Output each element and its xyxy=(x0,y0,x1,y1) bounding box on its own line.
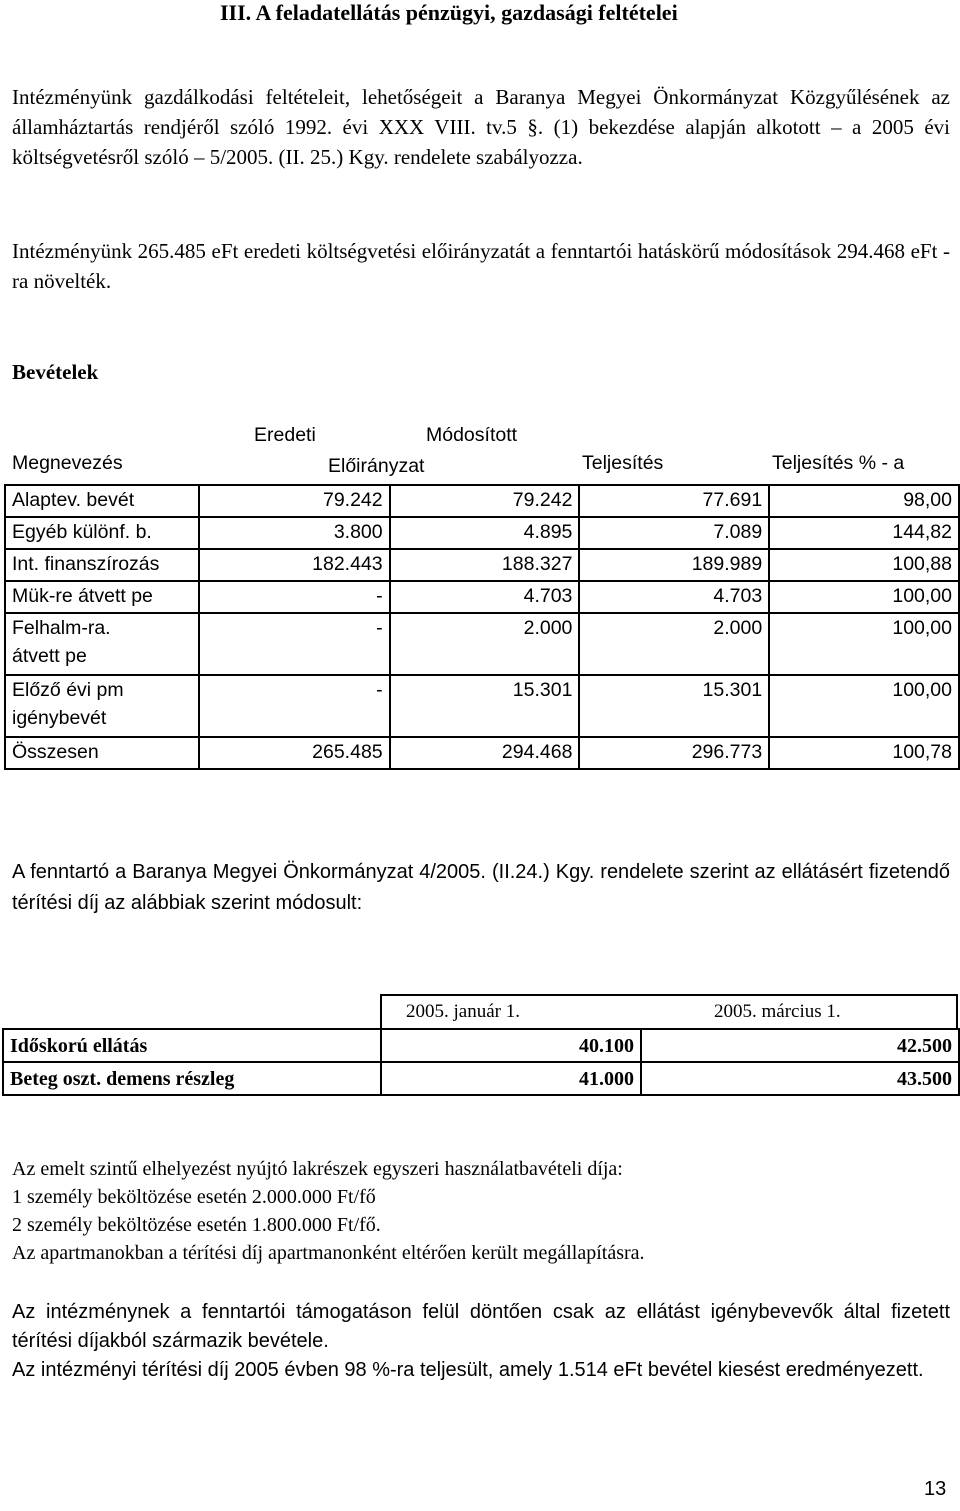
table-row xyxy=(5,485,959,517)
row-original: 182.443 xyxy=(199,549,390,581)
table-row xyxy=(5,613,959,675)
row-name-line1: Előző évi pm xyxy=(12,679,124,701)
fee-row-jan: 40.100 xyxy=(381,1029,641,1062)
row-performance: 15.301 xyxy=(579,675,769,737)
row-original: 3.800 xyxy=(199,517,390,549)
row-modified: 188.327 xyxy=(390,549,580,581)
row-pct: 100,00 xyxy=(769,675,959,737)
fee-row-name: Időskorú ellátás xyxy=(3,1029,381,1062)
apartment-line-2: 1 személy beköltözése esetén 2.000.000 Ft/fő xyxy=(12,1186,376,1208)
table-row xyxy=(5,517,959,549)
row-performance: 189.989 xyxy=(579,549,769,581)
apartment-line-3: 2 személy beköltözése esetén 1.800.000 Ft/fő. xyxy=(12,1214,381,1236)
row-pct: 98,00 xyxy=(769,485,959,517)
table-row-total xyxy=(5,737,959,769)
row-original: - xyxy=(199,581,390,613)
row-original: 79.242 xyxy=(199,485,390,517)
header-appropriation: Előirányzat xyxy=(328,455,425,477)
header-modified: Módosított xyxy=(426,424,518,446)
row-original: 265.485 xyxy=(199,737,390,769)
fee-row-name: Beteg oszt. demens részleg xyxy=(3,1062,381,1095)
row-modified: 79.242 xyxy=(390,485,580,517)
fee-row-jan: 41.000 xyxy=(381,1062,641,1095)
row-pct: 100,78 xyxy=(769,737,959,769)
row-name: Mük-re átvett pe xyxy=(5,581,199,613)
header-performance-pct: Teljesítés % - a xyxy=(772,452,905,474)
row-original: - xyxy=(199,675,390,737)
row-performance: 4.703 xyxy=(579,581,769,613)
fee-row-mar: 43.500 xyxy=(641,1062,959,1095)
closing-paragraph-1: Az intézménynek a fenntartói támogatáson felül döntően csak az ellátást igénybevevők által fizetett térítési díjakból származik bevétele. xyxy=(12,1301,950,1352)
header-name: Megnevezés xyxy=(12,452,123,474)
table-row xyxy=(5,581,959,613)
revenue-table xyxy=(4,484,960,770)
row-name xyxy=(5,613,199,675)
table-row xyxy=(5,675,959,737)
intro-paragraph: Intézményünk gazdálkodási feltételeit, lehetőségeit a Baranya Megyei Önkormányzat Közgyűlésének az államháztartás rendjéről szóló 1992. évi XXX VIII. tv.5 §. (1) bekezdése alapján alkotott – a 2005 évi költségvetésről szóló – 5/2005. (II. 25.) Kgy. rendelete szabályozza. xyxy=(12,85,950,169)
table-row xyxy=(3,1062,959,1095)
header-performance: Teljesítés xyxy=(582,452,664,474)
apartment-line-4: Az apartmanokban a térítési díj apartmanonként eltérően került megállapításra. xyxy=(12,1242,645,1264)
row-name: Int. finanszírozás xyxy=(5,549,199,581)
section-heading: III. A feladatellátás pénzügyi, gazdasági feltételei xyxy=(220,0,678,25)
fee-intro-paragraph: A fenntartó a Baranya Megyei Önkormányzat 4/2005. (II.24.) Kgy. rendelete szerint az ellátásért fizetendő térítési díj az alábbiak szerint módosult: xyxy=(12,861,950,914)
header-original: Eredeti xyxy=(254,424,316,446)
row-name-line2: igénybevét xyxy=(12,707,107,729)
closing-paragraph-2: Az intézményi térítési díj 2005 évben 98 %-ra teljesült, amely 1.514 eFt bevétel kiesést eredményezett. xyxy=(12,1359,924,1381)
fee-table-header xyxy=(380,994,958,1028)
row-modified: 4.895 xyxy=(390,517,580,549)
fee-row-mar: 42.500 xyxy=(641,1029,959,1062)
row-name: Egyéb különf. b. xyxy=(5,517,199,549)
table-row xyxy=(5,549,959,581)
row-name: Alaptev. bevét xyxy=(5,485,199,517)
row-performance: 77.691 xyxy=(579,485,769,517)
revenue-title: Bevételek xyxy=(12,360,99,384)
row-pct: 100,00 xyxy=(769,581,959,613)
row-pct: 100,88 xyxy=(769,549,959,581)
row-name xyxy=(5,675,199,737)
row-pct: 144,82 xyxy=(769,517,959,549)
row-modified: 2.000 xyxy=(390,613,580,675)
row-performance: 296.773 xyxy=(579,737,769,769)
row-name: Összesen xyxy=(5,737,199,769)
budget-paragraph: Intézményünk 265.485 eFt eredeti költségvetési előirányzatát a fenntartói hatáskörű módosítások 294.468 eFt - ra növelték. xyxy=(12,239,950,293)
row-name-line1: Felhalm-ra. xyxy=(12,617,111,639)
apartment-block xyxy=(12,1155,645,1267)
page-number: 13 xyxy=(924,1478,947,1500)
fee-table xyxy=(2,1028,960,1096)
fee-col-march: 2005. március 1. xyxy=(714,1001,841,1022)
row-performance: 7.089 xyxy=(579,517,769,549)
row-modified: 4.703 xyxy=(390,581,580,613)
fee-col-january: 2005. január 1. xyxy=(406,1001,520,1022)
table-row xyxy=(3,1029,959,1062)
row-name-line2: átvett pe xyxy=(12,645,87,667)
row-performance: 2.000 xyxy=(579,613,769,675)
row-modified: 15.301 xyxy=(390,675,580,737)
row-modified: 294.468 xyxy=(390,737,580,769)
apartment-line-1: Az emelt szintű elhelyezést nyújtó lakrészek egyszeri használatbavételi díja: xyxy=(12,1158,623,1180)
row-original: - xyxy=(199,613,390,675)
row-pct: 100,00 xyxy=(769,613,959,675)
